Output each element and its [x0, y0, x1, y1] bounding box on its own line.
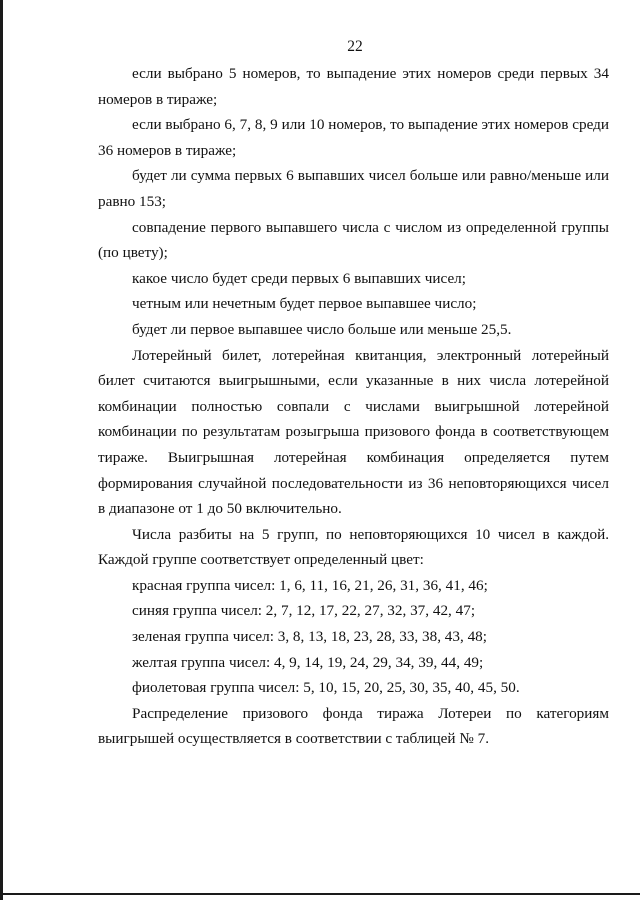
scan-bottom-edge — [0, 893, 640, 895]
color-group-yellow: желтая группа чисел: 4, 9, 14, 19, 24, 29, 34, 39, 44, 49; — [132, 653, 484, 671]
page-number: 22 — [347, 38, 363, 55]
color-group-blue: синяя группа чисел: 2, 7, 12, 17, 22, 27, 32, 37, 42, 47; — [132, 602, 476, 620]
paragraph: какое число будет среди первых 6 выпавших чисел; — [132, 269, 466, 287]
paragraph: Числа разбиты на 5 групп, по неповторяющихся 10 чисел в каждой. Каждой группе соответствует определенный цвет: — [98, 525, 609, 569]
paragraph: Лотерейный билет, лотерейная квитанция, электронный лотерейный билет считаются выигрышными, если указанные в них числа лотерейной комбинации полностью совпали с числами выигрышной лотерейной комбинации по результатам розыгрыша призового фонда в соответствующем тираже. Выигрышная лотерейная комбинация определяется путем формирования случайной последовательности из 36 неповторяющихся чисел в диапазоне от 1 до 50 включительно. — [98, 346, 609, 518]
paragraph: будет ли сумма первых 6 выпавших чисел больше или равно/меньше или равно 153; — [98, 167, 609, 210]
paragraph: четным или нечетным будет первое выпавшее число; — [132, 295, 477, 313]
color-group-violet: фиолетовая группа чисел: 5, 10, 15, 20, 25, 30, 35, 40, 45, 50. — [132, 679, 520, 697]
color-group-green: зеленая группа чисел: 3, 8, 13, 18, 23, 28, 33, 38, 43, 48; — [132, 628, 488, 646]
paragraph: будет ли первое выпавшее число больше или меньше 25,5. — [132, 320, 512, 338]
paragraph: если выбрано 5 номеров, то выпадение этих номеров среди первых 34 номеров в тираже; — [98, 65, 609, 108]
color-group-red: красная группа чисел: 1, 6, 11, 16, 21, 26, 31, 36, 41, 46; — [132, 576, 488, 594]
paragraph: совпадение первого выпавшего числа с числом из определенной группы (по цвету); — [98, 218, 609, 262]
paragraph: Распределение призового фонда тиража Лотереи по категориям выигрышей осуществляется в соответствии с таблицей № 7. — [98, 704, 609, 748]
paragraph: если выбрано 6, 7, 8, 9 или 10 номеров, то выпадение этих номеров среди 36 номеров в тираже; — [98, 116, 609, 159]
document-body — [98, 61, 609, 752]
scan-left-edge — [0, 0, 3, 900]
